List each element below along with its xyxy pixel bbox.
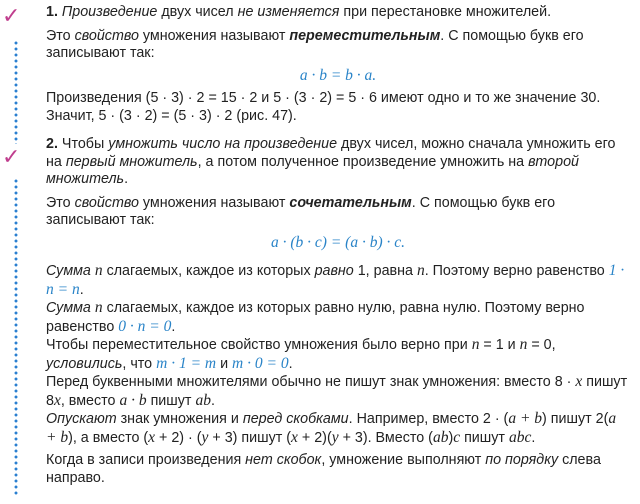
dotted-margin-line	[14, 40, 18, 144]
property-name: переместительным	[289, 27, 441, 44]
note-letter-factors: Перед буквенными множителями обычно не пишут знак умножения: вместо 8 · x пишут 8x, вместо a · b пишут ab.	[46, 373, 628, 409]
property-1-example: Произведения (5 · 3) · 2 = 15 · 2 и 5 · (3 · 2) = 5 · 6 имеют одно и то же значение 30. Значит, 5 · (3 · 2) = (5 · 3) · 2 (рис. 47).	[46, 90, 601, 124]
item-number: 2.	[46, 136, 58, 152]
textbook-page	[46, 4, 630, 487]
property-2-statement: 2. Чтобы умножить число на произведение двух чисел, можно сначала умножить его на первый множитель, а потом полученное произведение умножить на второй множитель.	[46, 136, 616, 187]
formula-associative: a · (b · c) = (a · b) · c.	[271, 233, 405, 251]
checkmark-icon: ✓	[2, 4, 21, 29]
dotted-margin-line	[14, 178, 18, 496]
note-parentheses: Опускают знак умножения и перед скобками. Например, вместо 2 · (a + b) пишут 2(a + b), а вместо (x + 2) · (y + 3) пишут (x + 2)(y + 3). Вместо (ab)c пишут abc.	[46, 410, 617, 446]
property-1-definition: Это свойство умножения называют переместительным. С помощью букв его записывают так:	[46, 27, 584, 61]
item-number: 1.	[46, 4, 58, 20]
checkmark-icon: ✓	[2, 145, 21, 170]
note-order: Когда в записи произведения нет скобок, умножение выполняют по порядку слева направо.	[46, 452, 601, 486]
note-convention: Чтобы переместительное свойство умножения было верно при n = 1 и n = 0, условились, что m · 1 = m и m · 0 = 0.	[46, 336, 556, 372]
note-sum-of-zeros: Сумма n слагаемых, каждое из которых равно нулю, равна нулю. Поэтому верно равенство 0 · n = 0.	[46, 299, 585, 335]
note-sum-of-ones: Сумма n слагаемых, каждое из которых равно 1, равна n. Поэтому верно равенство 1 · n = n.	[46, 262, 625, 298]
property-2-definition: Это свойство умножения называют сочетательным. С помощью букв его записывают так:	[46, 194, 556, 228]
term: Произведение	[61, 4, 158, 20]
property-name: сочетательным	[289, 194, 412, 211]
property-1-statement: 1. Произведение двух чисел не изменяется при перестановке множителей.	[46, 4, 552, 20]
formula-commutative: a · b = b · a.	[299, 66, 377, 84]
